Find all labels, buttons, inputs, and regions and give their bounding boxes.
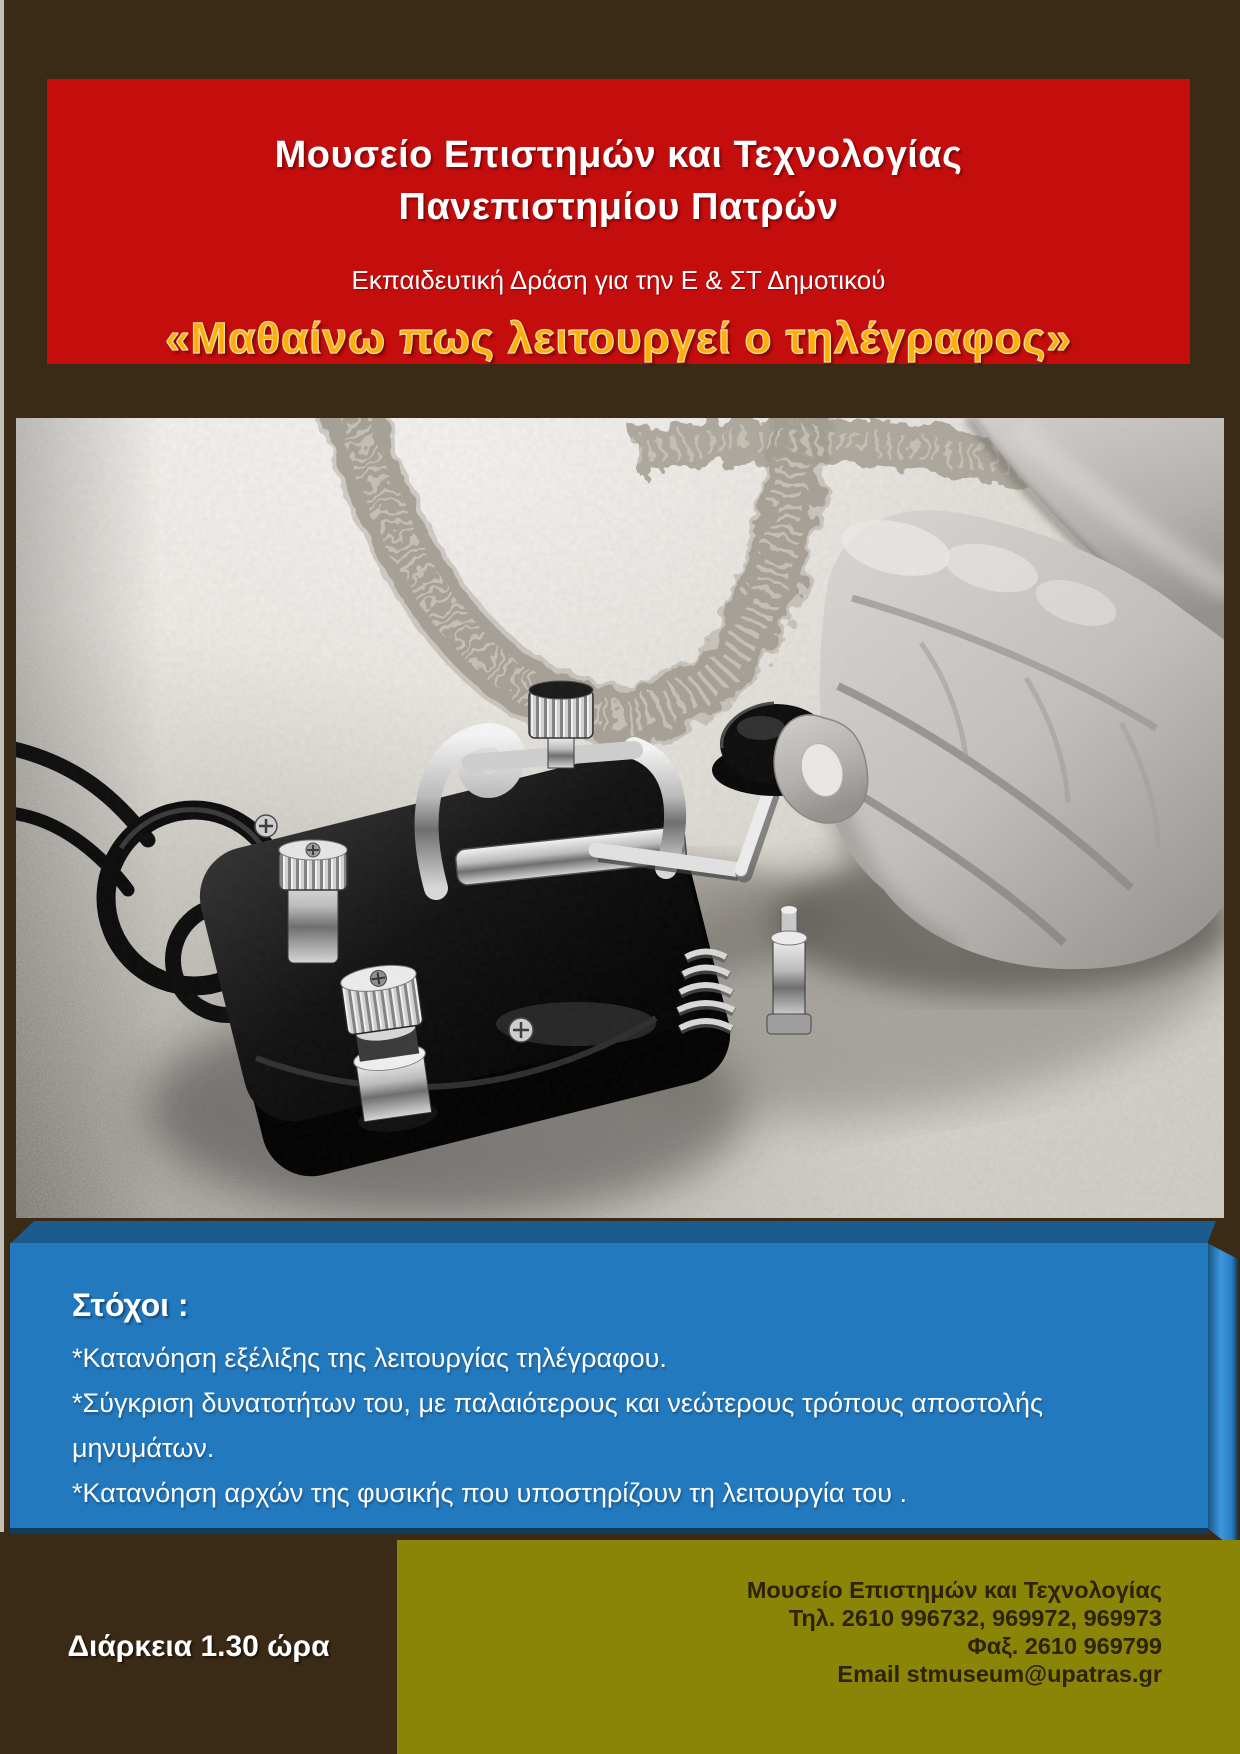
goal-item-3: *Κατανόηση αρχών της φυσικής που υποστηρίζουν τη λειτουργία του . [72,1478,908,1508]
goal-item-2: *Σύγκριση δυνατοτήτων του, με παλαιότερους και νεώτερους τρόπους αποστολής μηνυμάτων. [72,1388,1043,1463]
activity-banner-title: «Μαθαίνω πως λειτουργεί ο τηλέγραφος» [165,314,1072,363]
goals-slab [10,1243,1208,1528]
telegraph-photo-illustration [16,418,1224,1218]
header-subtitle: Εκπαιδευτική Δράση για την Ε & ΣΤ Δημοτικού [351,265,886,295]
header-red-box [47,79,1190,364]
contact-phone: Τηλ. 2610 996732, 969972, 969973 [788,1605,1162,1631]
goals-slab-bottom-edge [10,1528,1208,1534]
museum-title-line2: Πανεπιστημίου Πατρών [398,186,839,228]
telegraph-key-photo [16,418,1224,1218]
contact-olive-band [397,1540,1240,1754]
goals-slab-right-face [1207,1232,1238,1552]
contact-fax: Φαξ. 2610 969799 [967,1633,1162,1659]
goals-heading: Στόχοι : [72,1287,189,1323]
goals-slab-top-face [8,1221,1238,1244]
contact-email: Email stmuseum@upatras.gr [837,1661,1162,1687]
page-left-edge [0,0,4,1532]
contact-museum-name: Μουσείο Επιστημών και Τεχνολογίας [746,1577,1162,1603]
goal-item-1: *Κατανόηση εξέλιξης της λειτουργίας τηλέγραφου. [72,1343,667,1373]
museum-title-line1: Μουσείο Επιστημών και Τεχνολογίας [274,134,963,176]
photo-grain [16,418,1224,1218]
duration-zone [0,1540,397,1754]
duration-label: Διάρκεια 1.30 ώρα [67,1630,330,1663]
